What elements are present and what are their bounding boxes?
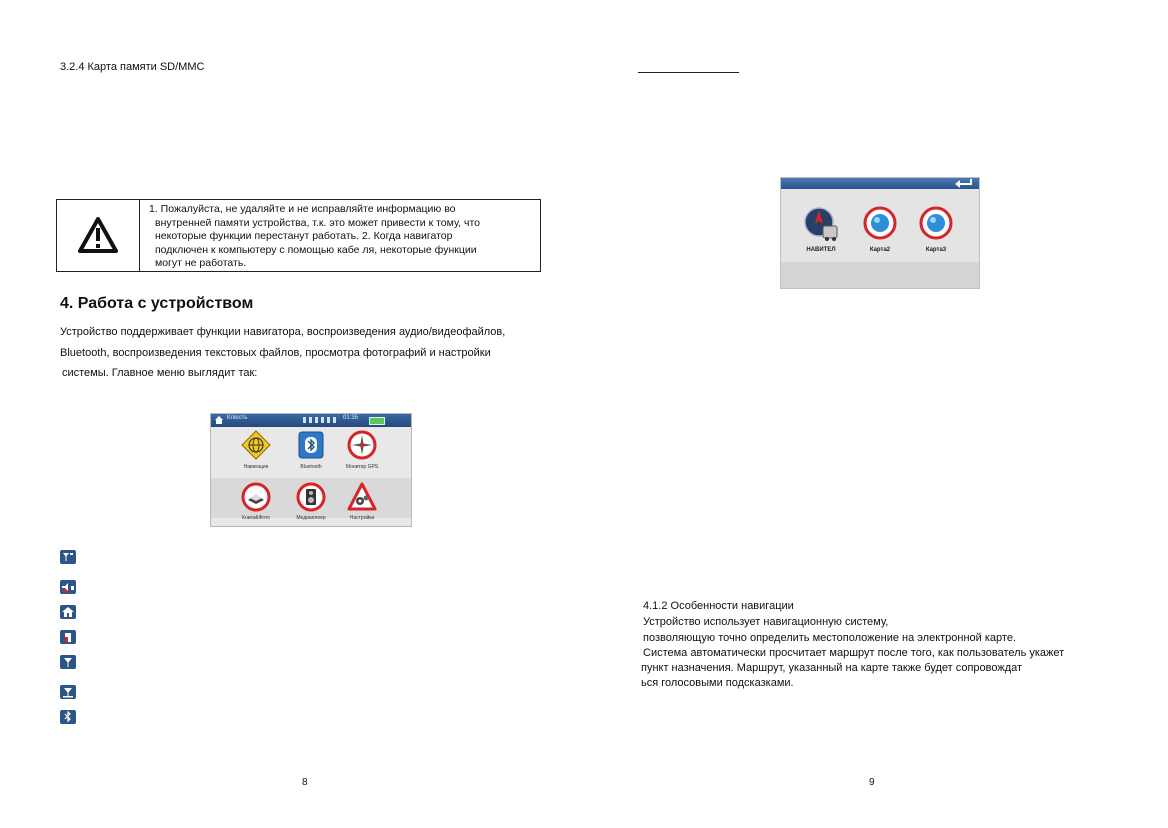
- menu-label: Bluetooth: [300, 464, 322, 470]
- home-icon: [214, 415, 224, 425]
- warning-line: подключен к компьютеру с помощью кабе ля, некоторые функции: [155, 243, 477, 256]
- gps-signal-icon: [60, 550, 76, 564]
- nav-section-title: 4.1.2 Особенности навигации: [643, 600, 794, 612]
- settings-icon[interactable]: [347, 482, 377, 512]
- warning-box: [56, 199, 541, 272]
- nav-line: ься голосовыми подсказками.: [641, 677, 794, 689]
- books-photo-icon[interactable]: [241, 482, 271, 512]
- menu-label: Настройки: [349, 515, 375, 521]
- volume-icon: [60, 580, 76, 594]
- menu-label: Монитор GPS: [345, 464, 379, 470]
- main-menu-screenshot: [210, 413, 412, 527]
- battery-icon: [60, 630, 76, 644]
- intro-line: системы. Главное меню выглядит так:: [62, 367, 258, 379]
- map-label: Карта2: [869, 247, 891, 253]
- status-indicators: [303, 417, 339, 423]
- warning-line: 1. Пожалуйста, не удаляйте и не исправляйте информацию во: [149, 203, 456, 215]
- intro-line: Bluetooth, воспроизведения текстовых файлов, просмотра фотографий и настройки: [60, 347, 491, 359]
- media-player-icon[interactable]: [296, 482, 326, 512]
- nav-line: позволяющую точно определить местоположение на электронной карте.: [643, 632, 1017, 644]
- section-heading: 4. Работа с устройством: [60, 295, 254, 312]
- intro-line: Устройство поддерживает функции навигатора, воспроизведения аудио/видеофайлов,: [60, 326, 506, 338]
- warning-line: могут не работать.: [155, 257, 247, 269]
- status-bar: [211, 414, 411, 427]
- page-number-right: 9: [869, 777, 875, 788]
- warning-triangle-icon: [78, 217, 118, 253]
- menu-label: Книги&Фото: [242, 515, 270, 521]
- maps-title-bar: [781, 178, 979, 189]
- menu-label: Медиаплеер: [296, 515, 326, 521]
- warning-text: [149, 203, 539, 271]
- warning-line: внутренней памяти устройства, т.к. это может привести к тому, что: [155, 216, 480, 229]
- bluetooth-small-icon: [60, 710, 76, 724]
- antenna-off-icon: [60, 685, 76, 699]
- map-globe-icon[interactable]: [919, 206, 953, 240]
- maps-bottom-panel: [781, 262, 979, 289]
- nav-line: Система автоматически просчитает маршрут после того, как пользователь укажет: [643, 647, 1065, 659]
- nav-line: пункт назначения. Маршрут, указанный на карте также будет сопровождат: [641, 662, 1023, 674]
- status-bar-time: 01:35: [343, 415, 359, 421]
- bluetooth-icon[interactable]: [296, 430, 326, 460]
- status-bar-title: Клюсть: [227, 415, 248, 421]
- home-icon: [60, 605, 76, 619]
- nav-line: Устройство использует навигационную систему,: [643, 616, 889, 628]
- map-label: НАВИТЕЛ: [806, 247, 836, 253]
- section-title-sd: 3.2.4 Карта памяти SD/MMC: [60, 61, 205, 73]
- antenna-icon: [60, 655, 76, 669]
- menu-label: Навигация: [243, 464, 269, 470]
- back-arrow-icon[interactable]: [953, 178, 975, 188]
- page-number-left: 8: [302, 777, 308, 788]
- navigation-globe-icon[interactable]: [241, 430, 271, 460]
- warning-icon-cell: [57, 200, 140, 271]
- gps-monitor-icon[interactable]: [347, 430, 377, 460]
- navitel-compass-icon[interactable]: [803, 206, 839, 246]
- battery-indicator: [369, 417, 385, 425]
- warning-line: некоторые функции перестанут работать. 2. Когда навигатор: [155, 230, 453, 242]
- map-label: Карта3: [925, 247, 947, 253]
- maps-screenshot: [780, 177, 980, 289]
- heading-rule: [638, 72, 739, 73]
- map-globe-icon[interactable]: [863, 206, 897, 240]
